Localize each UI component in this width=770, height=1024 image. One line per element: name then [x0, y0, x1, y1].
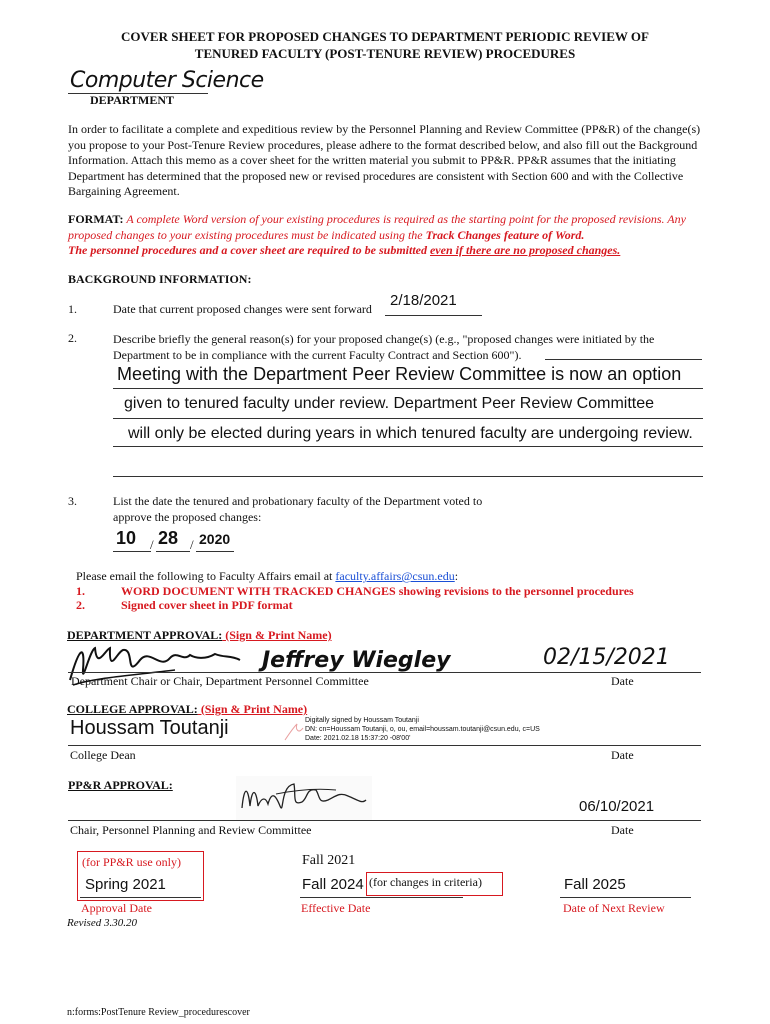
- changes-in-criteria-note: (for changes in criteria): [369, 875, 482, 889]
- item2-reason-line-3: will only be elected during years in which tenured faculty are undergoing review.: [128, 425, 693, 442]
- next-review-value: Fall 2025: [564, 876, 626, 893]
- item3-text-1: List the date the tenured and probationary faculty of the Department voted to: [113, 494, 483, 508]
- college-approval-heading: [67, 702, 307, 717]
- department-handwritten: Computer Science: [70, 68, 264, 93]
- dept-approval-label: DEPARTMENT APPROVAL:: [67, 628, 223, 642]
- ppr-chair-signature: [236, 776, 372, 820]
- email-sentence: [76, 569, 458, 584]
- ppr-approval-line: [68, 820, 701, 821]
- ppr-approval-date-label: Date: [611, 823, 634, 837]
- item3-text-2: approve the proposed changes:: [113, 510, 262, 524]
- item3-slash-2: /: [190, 537, 194, 552]
- ppr-approval-heading: PP&R APPROVAL:: [68, 778, 173, 792]
- item2-reason-line-1: Meeting with the Department Peer Review Committee is now an option: [117, 364, 682, 384]
- item3-number: 3.: [68, 494, 77, 508]
- item1-number: 1.: [68, 302, 77, 316]
- item3-day-line: [156, 551, 190, 552]
- item3-year: 2020: [199, 531, 231, 547]
- footer-path: n:forms:PostTenure Review_procedurescover: [67, 1007, 250, 1018]
- effective-date-line: [300, 897, 463, 898]
- dept-approval-line: [68, 672, 701, 673]
- revised-note: Revised 3.30.20: [67, 917, 137, 929]
- email-item-2-text: Signed cover sheet in PDF format: [121, 598, 293, 612]
- item3-year-line: [196, 551, 234, 552]
- email-item-1-number: 1.: [76, 584, 85, 598]
- format-paragraph: [68, 212, 708, 259]
- ppr-chair-label: Chair, Personnel Planning and Review Committee: [70, 823, 312, 837]
- next-review-label: Date of Next Review: [563, 901, 665, 915]
- college-approval-line: [68, 745, 701, 746]
- item2-line-3: [113, 446, 703, 447]
- dept-approval-role-label: Department Chair or Chair, Department Personnel Committee: [71, 674, 369, 688]
- college-approval-sign-note: (Sign & Print Name): [197, 702, 308, 716]
- email-item-2-number: 2.: [76, 598, 85, 612]
- item2-line-0: [545, 359, 702, 360]
- approval-date-label: Approval Date: [81, 901, 152, 915]
- digital-signature-line-2: DN: cn=Houssam Toutanji, o, ou, email=houssam.toutanji@csun.edu, c=US: [305, 726, 540, 733]
- college-dean-name: Houssam Toutanji: [70, 717, 229, 739]
- department-label: DEPARTMENT: [90, 93, 175, 107]
- approval-date-line: [80, 897, 201, 898]
- format-text-2-underline: even if there are no proposed changes.: [429, 243, 621, 257]
- effective-date-label: Effective Date: [301, 901, 371, 915]
- item2-reason-line-2: given to tenured faculty under review. Department Peer Review Committee: [124, 395, 655, 412]
- item2-line-1: [113, 388, 703, 389]
- item3-month: 10: [116, 528, 137, 548]
- dept-approval-date: 02/15/2021: [543, 645, 670, 670]
- item1-value: 2/18/2021: [390, 292, 457, 309]
- digital-signature-block: [305, 716, 540, 743]
- item2-line-2: [113, 418, 703, 419]
- college-approval-date-label: Date: [611, 748, 634, 762]
- digital-signature-mark: [283, 720, 305, 742]
- ppr-use-only-label: (for PP&R use only): [82, 855, 181, 869]
- item3-slash-1: /: [150, 537, 154, 552]
- approval-date-value: Spring 2021: [85, 876, 166, 893]
- item3-month-line: [113, 551, 151, 552]
- title-line-1: COVER SHEET FOR PROPOSED CHANGES TO DEPARTMENT PERIODIC REVIEW OF: [121, 29, 649, 44]
- faculty-affairs-email-link[interactable]: faculty.affairs@csun.edu: [335, 569, 455, 583]
- format-text-1: A complete Word version of your existing procedures is required as the starting point for the proposed revisions. Any proposed changes to your existing procedures must be indicated using the: [68, 212, 686, 242]
- effective-date-top: Fall 2021: [302, 853, 356, 868]
- next-review-line: [560, 897, 691, 898]
- college-dean-label: College Dean: [70, 748, 136, 762]
- item2-line-4: [113, 476, 703, 477]
- dept-approval-date-label: Date: [611, 674, 634, 688]
- college-approval-label: COLLEGE APPROVAL:: [67, 702, 198, 716]
- title-line-2: TENURED FACULTY (POST-TENURE REVIEW) PROCEDURES: [194, 46, 576, 61]
- item1-line: [385, 315, 482, 316]
- format-label: FORMAT:: [68, 212, 124, 226]
- digital-signature-line-1: Digitally signed by Houssam Toutanji: [305, 717, 419, 724]
- email-text: Please email the following to Faculty Affairs email at: [76, 569, 336, 583]
- item1-text: Date that current proposed changes were sent forward: [113, 302, 372, 316]
- email-colon: :: [454, 569, 459, 583]
- background-heading: BACKGROUND INFORMATION:: [68, 272, 252, 286]
- intro-paragraph: In order to facilitate a complete and expeditious review by the Personnel Planning and Review Committee (PP&R) of the change(s) you propose to your Post-Tenure Review procedures, please adhere to the format described below, and also fill out the Background Information. Attach this memo as a cover sheet for the written material you submit to PP&R. PP&R assumes that the initiating Department has determined that the proposed new or revised procedures are consistent with Section 600 and with the Collective Bargaining Agreement.: [68, 122, 701, 198]
- dept-chair-printed-name: Jeffrey Wiegley: [262, 648, 451, 673]
- item3-day: 28: [158, 528, 179, 548]
- format-text-2: The personnel procedures and a cover sheet are required to be submitted: [68, 243, 430, 257]
- digital-signature-line-3: Date: 2021.02.18 15:37:20 -08'00': [305, 735, 411, 742]
- email-item-1-text: WORD DOCUMENT WITH TRACKED CHANGES showing revisions to the personnel procedures: [121, 584, 634, 598]
- item2-number: 2.: [68, 331, 77, 345]
- ppr-approval-date: 06/10/2021: [579, 798, 655, 815]
- dept-approval-sign-note: (Sign & Print Name): [222, 628, 332, 642]
- item2-text: Describe briefly the general reason(s) for your proposed change(s) (e.g., "proposed changes were initiated by the Department to be in compliance with the current Faculty Contract and Section 600").: [113, 332, 655, 362]
- document-title: [60, 28, 710, 62]
- format-text-1-bold: Track Changes feature of Word.: [425, 227, 585, 242]
- effective-date-value: Fall 2024: [302, 876, 364, 893]
